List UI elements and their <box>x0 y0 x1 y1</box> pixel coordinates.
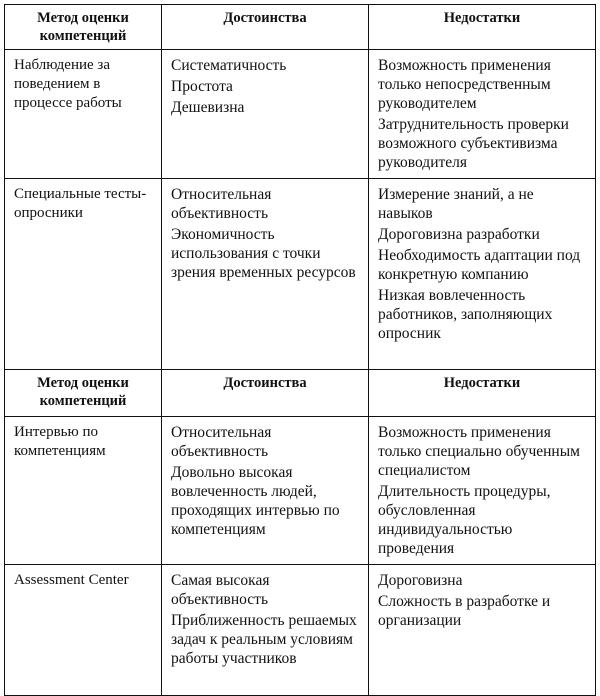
table-header-row <box>5 370 596 417</box>
cons-item: Дороговизна разработки <box>378 226 540 243</box>
pros-item: Относительная объективность <box>171 186 272 222</box>
method-name: Assessment Center <box>14 572 129 588</box>
pros-item: Довольно высокая вовлеченность людей, проходящих интервью по компетенциям <box>171 464 340 538</box>
header-cell-cons <box>369 370 596 417</box>
pros-item: Приближенность решаемых задач к реальным условиям работы участников <box>171 612 357 667</box>
header-cell-pros <box>162 370 369 417</box>
header-pros-label: Достоинства <box>223 10 307 26</box>
pros-cell <box>162 417 369 565</box>
pros-item: Относительная объективность <box>171 424 272 460</box>
header-cell-method <box>5 5 162 50</box>
pros-cell <box>162 50 369 179</box>
cons-item: Сложность в разработке и организации <box>378 593 551 629</box>
header-cell-method <box>5 370 162 417</box>
pros-cell <box>162 179 369 370</box>
header-pros-label: Достоинства <box>223 375 307 391</box>
pros-item: Экономичность использования с точки зрения временных ресурсов <box>171 226 356 281</box>
header-method-label: Метод оценки компетенций <box>37 375 129 409</box>
method-name: Наблюдение за поведением в процессе работы <box>14 57 122 111</box>
method-cell <box>5 565 162 696</box>
header-method-label: Метод оценки компетенций <box>37 10 129 44</box>
competency-methods-table <box>4 4 596 696</box>
method-cell <box>5 179 162 370</box>
method-cell <box>5 417 162 565</box>
cons-cell <box>369 50 596 179</box>
cons-item: Дороговизна <box>378 572 463 589</box>
header-cell-cons <box>369 5 596 50</box>
cons-item: Измерение знаний, а не навыков <box>378 186 534 222</box>
pros-item: Простота <box>171 78 233 95</box>
table-row <box>5 179 596 370</box>
pros-item: Систематичность <box>171 57 287 74</box>
table-row <box>5 565 596 696</box>
cons-cell <box>369 565 596 696</box>
header-cons-label: Недостатки <box>443 10 521 26</box>
cons-item: Необходимость адаптации под конкретную компанию <box>378 247 581 283</box>
pros-cell <box>162 565 369 696</box>
cons-item: Возможность применения только непосредственным руководителем <box>378 57 551 112</box>
cons-cell <box>369 179 596 370</box>
table-header-row <box>5 5 596 50</box>
cons-item: Длительность процедуры, обусловленная индивидуальностью проведения <box>378 483 551 557</box>
method-name: Интервью по компетенциям <box>14 424 106 459</box>
cons-cell <box>369 417 596 565</box>
pros-item: Самая высокая объективность <box>171 572 270 608</box>
table-row <box>5 50 596 179</box>
pros-item: Дешевизна <box>171 99 245 116</box>
header-cons-label: Недостатки <box>443 375 521 391</box>
cons-item: Возможность применения только специально обученным специалистом <box>378 424 580 479</box>
cons-item: Низкая вовлеченность работников, заполняющих опросник <box>378 287 553 342</box>
method-name: Специальные тесты-опросники <box>14 186 147 221</box>
table-row <box>5 417 596 565</box>
cons-item: Затруднительность проверки возможного субъективизма руководителя <box>378 116 569 171</box>
header-cell-pros <box>162 5 369 50</box>
method-cell <box>5 50 162 179</box>
